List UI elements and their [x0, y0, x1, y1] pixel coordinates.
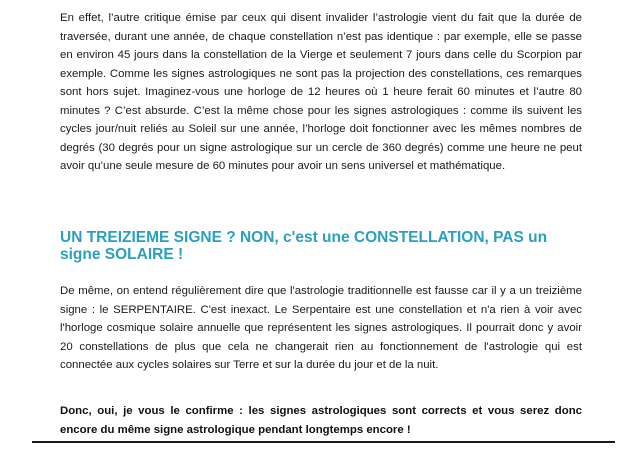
- paragraph-serpentaire: De même, on entend régulièrement dire que l'astrologie traditionnelle est fausse car il y a un treizième signe : le SERPENTAIRE. C'est inexact. Le Serpentaire est une constellation et n'a rien à voir avec l'horloge cosmique solaire annuelle que représentent les signes astrologiques. Il pourrait donc y avoir 20 constellations de plus que cela ne changerait rien au fonctionnement de l'astrologie qui est connectée aux cycles solaires sur Terre et sur la durée du jour et de la nuit.: [60, 285, 582, 371]
- section-heading-thirteenth-sign: UN TREIZIEME SIGNE ? NON, c'est une CONSTELLATION, PAS un signe SOLAIRE !: [60, 229, 548, 263]
- paragraph-constellation-duration: En effet, l’autre critique émise par ceux qui disent invalider l’astrologie vient du fait que la durée de traversée, durant une année, de chaque constellation n’est pas identique : par exemple, elle se passe en environ 45 jours dans la constellation de la Vierge et seulement 7 jours dans celle du Scorpion par exemple. Comme les signes astrologiques ne sont pas la projection des constellations, ces remarques sont hors sujet. Imaginez-vous une horloge de 12 heures où 1 heure ferait 60 minutes et l’autre 80 minutes ? C’est absurde. C’est la même chose pour les signes astrologiques : comme ils suivent les cycles jour/nuit reliés au Soleil sur une année, l’horloge doit fonctionner avec les mêmes nombres de degrés (30 degrés pour un signe astrologique sur un cercle de 360 degrés) comme une heure ne peut avoir qu’une seule mesure de 60 minutes pour avoir un sens universel et mathématique.: [60, 12, 582, 172]
- bottom-divider: [32, 441, 615, 443]
- paragraph-conclusion: Donc, oui, je vous le confirme : les signes astrologiques sont corrects et vous serez donc encore du même signe astrologique pendant longtemps encore !: [60, 405, 582, 436]
